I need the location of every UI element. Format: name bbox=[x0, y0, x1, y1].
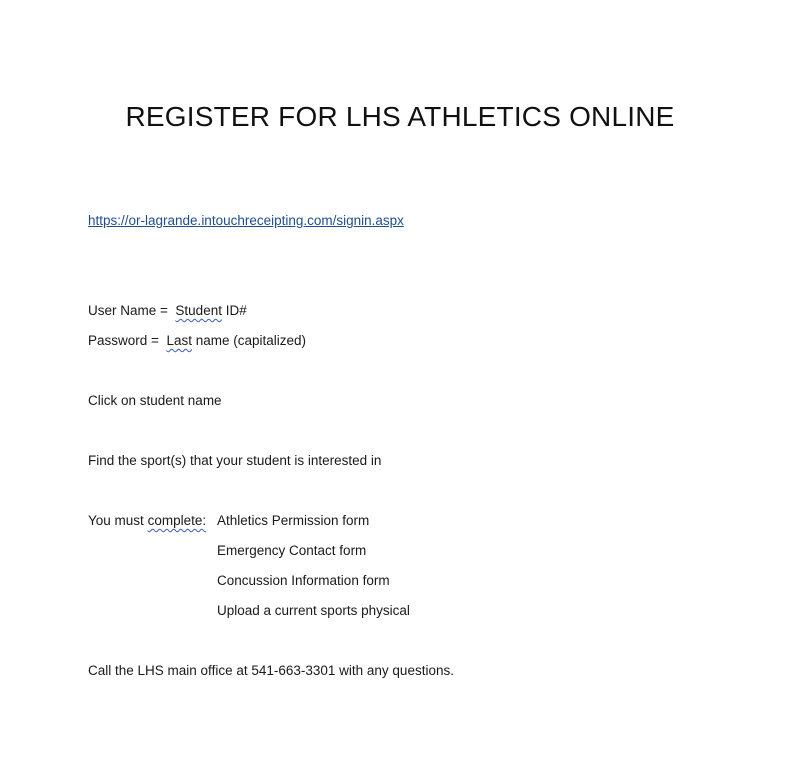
signin-link[interactable]: https://or-lagrande.intouchreceipting.com/signin.aspx bbox=[88, 213, 404, 228]
step-click-student: Click on student name bbox=[88, 393, 222, 408]
password-squiggled: Last bbox=[166, 333, 192, 348]
footer-contact: Call the LHS main office at 541-663-3301 with any questions. bbox=[88, 663, 454, 678]
username-squiggled: Student bbox=[175, 303, 222, 318]
complete-prefix: You must bbox=[88, 513, 144, 528]
complete-label bbox=[88, 512, 206, 530]
requirement-item: Upload a current sports physical bbox=[217, 603, 410, 618]
requirement-item: Athletics Permission form bbox=[217, 513, 370, 528]
step-find-sport: Find the sport(s) that your student is interested in bbox=[88, 453, 382, 468]
username-prefix: User Name = bbox=[88, 303, 168, 318]
signin-link-line bbox=[88, 212, 404, 230]
complete-squiggled: complete: bbox=[147, 513, 207, 528]
requirement-item: Concussion Information form bbox=[217, 573, 390, 588]
password-suffix: name (capitalized) bbox=[195, 333, 307, 348]
password-prefix: Password = bbox=[88, 333, 159, 348]
password-line bbox=[88, 332, 306, 350]
username-line bbox=[88, 302, 247, 320]
page-title: REGISTER FOR LHS ATHLETICS ONLINE bbox=[125, 101, 675, 132]
requirement-item: Emergency Contact form bbox=[217, 543, 367, 558]
username-suffix: ID# bbox=[225, 303, 247, 318]
